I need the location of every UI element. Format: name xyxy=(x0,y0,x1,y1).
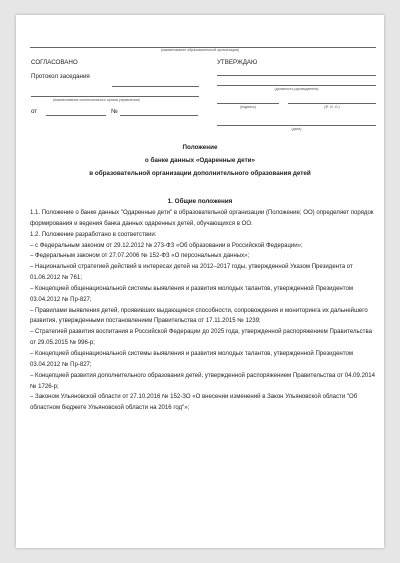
document-title-line-3: в образовательной организации дополнительного образования детей xyxy=(89,170,311,177)
list-item-law-273: – с Федеральным законом от 29.12.2012 № 273-ФЗ «Об образовании в Российской Федерации»; xyxy=(30,242,303,249)
approval-date-caption: (дата) xyxy=(291,127,302,131)
signature-caption: (подпись) xyxy=(240,105,256,109)
collegial-body-caption: (наименование коллегиального органа управления) xyxy=(53,98,140,102)
list-item-law-152: – Федеральным законом от 27.07.2006 № 152-ФЗ «О персональных данных»; xyxy=(30,253,250,260)
fio-caption: (Ф. И. О.) xyxy=(324,105,340,109)
list-item-ulyanovsk-law: – Законом Ульяновской области от 27.10.2016 № 152-ЗО «О внесении изменений в Закон Ульяновской области "Об областном бюджете Ульяновской области на 2016 год"»; xyxy=(30,394,358,412)
collegial-body-line-1 xyxy=(112,86,199,87)
org-name-caption: (наименование образовательной организации) xyxy=(160,48,240,52)
fio-line xyxy=(288,103,376,104)
document-title-line-2: о банке данных «Одаренные дети» xyxy=(144,157,256,164)
paragraph-1-1: 1.1. Положение о банке данных "Одаренные дети" в образовательной организации (Положение; ОО) определяет порядок формирования и ведения банка данных одаренных детей, обучающихся в ОО. xyxy=(30,210,374,227)
section-heading: 1. Общие положения xyxy=(167,198,233,205)
paragraph-1-2: 1.2. Положение разработано в соответствии: xyxy=(30,231,157,238)
number-line xyxy=(120,115,198,116)
document-title-line-1: Положение xyxy=(182,144,218,151)
director-position-line-1 xyxy=(217,75,376,76)
agreed-label: СОГЛАСОВАНО xyxy=(31,59,78,66)
list-item-talent-concept: – Концепцией общенациональной системы выявления и развития молодых талантов, утвержденной Президентом 03.04.2012 № Пр-827; xyxy=(30,285,353,303)
number-label: № xyxy=(111,108,118,115)
document-body xyxy=(30,208,376,414)
date-from-line xyxy=(46,115,106,116)
list-item-national-strategy: – Национальной стратегией действий в интересах детей на 2012–2017 годы, утвержденной Указом Президента от 01.06.2012 № 761; xyxy=(30,264,353,282)
list-item-education-strategy: – Стратегией развития воспитания в Российской Федерации до 2025 года, утвержденной распоряжением Правительства от 29.05.2015 № 996-р; xyxy=(30,329,372,347)
list-item-detection-rules: – Правилами выявления детей, проявивших выдающиеся способности, сопровождения и мониторинга их дальнейшего развития, утвержденными постановлением Правительства от 17.11.2015 № 1239; xyxy=(30,307,368,325)
list-item-additional-education-concept: – Концепцией развития дополнительного образования детей, утвержденной распоряжением Правительства от 04.09.2014 № 1726-р; xyxy=(30,372,376,390)
collegial-body-line-2 xyxy=(31,96,199,97)
signature-line xyxy=(217,103,279,104)
protocol-label: Протокол заседания xyxy=(31,73,90,80)
approval-date-line xyxy=(217,125,376,126)
approve-label: УТВЕРЖДАЮ xyxy=(217,59,258,66)
document-page xyxy=(16,15,384,548)
director-position-line-2 xyxy=(217,85,376,86)
list-item-talent-concept-2: – Концепцией общенациональной системы выявления и развития молодых талантов, утвержденной Президентом 03.04.2012 № Пр-827; xyxy=(30,350,353,368)
director-position-caption: (должность руководителя) xyxy=(274,87,319,91)
from-label: от xyxy=(31,108,38,115)
